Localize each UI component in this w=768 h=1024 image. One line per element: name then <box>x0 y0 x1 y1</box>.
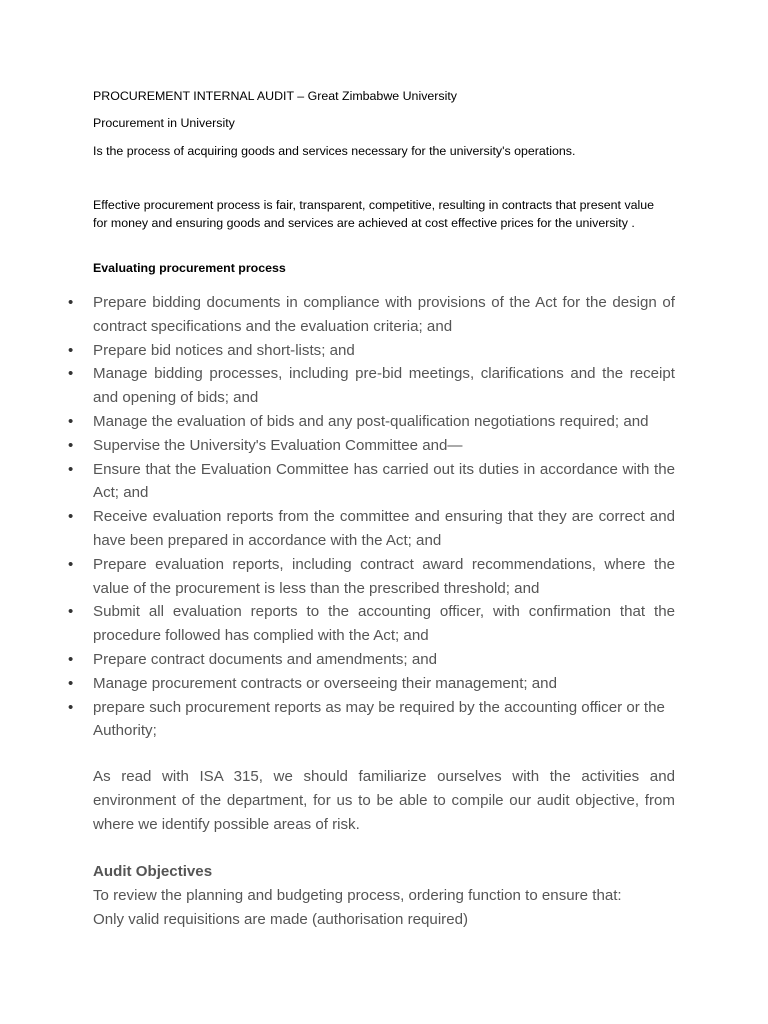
bullet-icon: • <box>68 412 74 430</box>
document-title: PROCUREMENT INTERNAL AUDIT – Great Zimbabwe University <box>93 89 457 103</box>
bullet-icon: • <box>68 341 74 359</box>
list-item <box>68 362 675 410</box>
bullet-icon: • <box>68 460 74 478</box>
list-item-text: Receive evaluation reports from the committee and ensuring that they are correct and have been prepared in accordance with the Act; and <box>93 508 675 549</box>
bullet-icon: • <box>68 365 74 383</box>
effective-procurement-paragraph: Effective procurement process is fair, transparent, competitive, resulting in contracts that present value for money and ensuring goods and services are achieved at cost effective prices for the university . <box>93 198 655 230</box>
list-item <box>68 505 675 553</box>
section-subtitle: Procurement in University <box>93 116 235 130</box>
list-item <box>68 696 675 744</box>
list-item <box>68 410 675 434</box>
list-item-text: Manage the evaluation of bids and any post-qualification negotiations required; and <box>93 412 649 430</box>
list-item <box>68 339 675 363</box>
list-item-text: Manage bidding processes, including pre-bid meetings, clarifications and the receipt and opening of bids; and <box>93 365 675 407</box>
list-item-text: prepare such procurement reports as may be required by the accounting officer or the Authority; <box>93 698 665 740</box>
list-item <box>68 553 675 601</box>
list-item <box>68 672 675 696</box>
isa-paragraph: As read with ISA 315, we should familiarize ourselves with the activities and environment of the department, for us to be able to compile our audit objective, from where we identify possible areas of risk. <box>93 768 675 833</box>
list-item-text: Manage procurement contracts or overseeing their management; and <box>93 674 557 692</box>
bullet-icon: • <box>68 555 74 573</box>
bullet-icon: • <box>68 294 74 311</box>
audit-objectives-line: To review the planning and budgeting process, ordering function to ensure that: <box>93 887 622 904</box>
list-item-text: Prepare contract documents and amendments; and <box>93 650 438 668</box>
list-item-text: Ensure that the Evaluation Committee has carried out its duties in accordance with the Act; and <box>93 460 675 502</box>
evaluation-bullet-list <box>68 291 675 743</box>
list-item <box>68 458 675 506</box>
list-item-text: Prepare bidding documents in compliance with provisions of the Act for the design of contract specifications and the evaluation criteria; and <box>93 294 675 335</box>
bullet-icon: • <box>68 436 74 454</box>
list-item-text: Supervise the University's Evaluation Committee and— <box>93 436 463 454</box>
list-item <box>68 600 675 648</box>
bullet-icon: • <box>68 698 74 716</box>
bullet-icon: • <box>68 603 74 621</box>
definition-text: Is the process of acquiring goods and services necessary for the university's operations. <box>93 144 576 158</box>
list-item <box>68 291 675 339</box>
bullet-icon: • <box>68 508 74 526</box>
list-item-text: Prepare bid notices and short-lists; and <box>93 341 355 359</box>
list-item-text: Submit all evaluation reports to the accounting officer, with confirmation that the procedure followed has complied with the Act; and <box>93 603 675 645</box>
list-item <box>68 434 675 458</box>
bullet-icon: • <box>68 650 74 668</box>
list-item-text: Prepare evaluation reports, including contract award recommendations, where the value of the procurement is less than the prescribed threshold; and <box>93 555 675 597</box>
list-item <box>68 648 675 672</box>
evaluating-heading: Evaluating procurement process <box>93 261 286 275</box>
bullet-icon: • <box>68 674 74 692</box>
audit-objectives-line: Only valid requisitions are made (authorisation required) <box>93 911 469 928</box>
audit-objectives-heading: Audit Objectives <box>93 863 213 880</box>
